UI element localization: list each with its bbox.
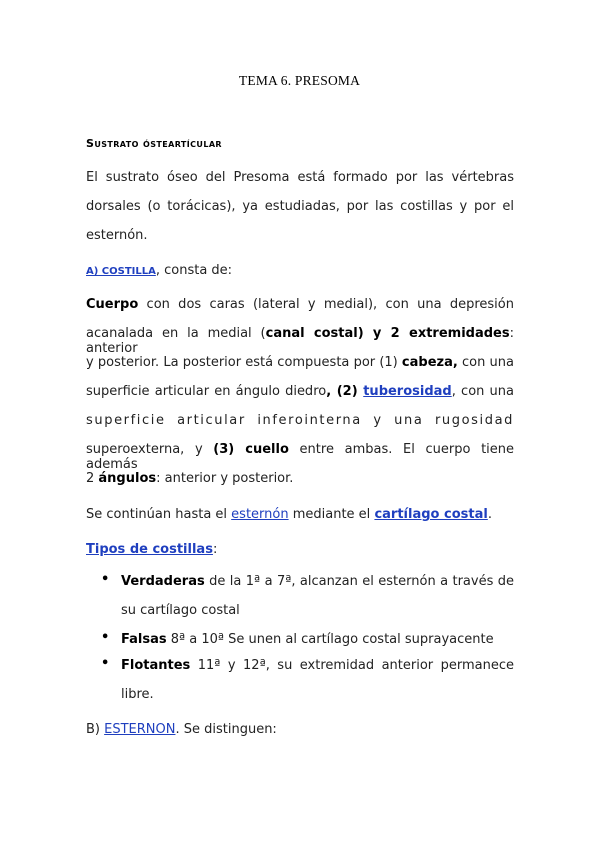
- falsas-term: Falsas: [121, 632, 167, 647]
- costilla-after: , consta de:: [155, 263, 233, 278]
- verdaderas-term: Verdaderas: [121, 574, 205, 589]
- canal-costal-term: canal costal) y 2 extremidades: [265, 326, 510, 341]
- bullet-1-text: de la 1ª a 7ª, alcanzan el esternón a través de: [204, 574, 514, 589]
- esternon-section-link[interactable]: ESTERNON: [104, 722, 176, 737]
- costilla-line: [86, 263, 232, 278]
- esternon-b: . Se distinguen:: [175, 722, 277, 737]
- cuerpo-line-3-a: y posterior. La posterior está compuesta por (1): [86, 355, 402, 370]
- bullet-2-text: 8ª a 10ª Se unen al cartílago costal suprayacente: [166, 632, 494, 647]
- continuan-a: Se continúan hasta el: [86, 507, 232, 522]
- cuerpo-line-7-b: : anterior y posterior.: [156, 471, 294, 486]
- bullet-dot: •: [101, 572, 110, 587]
- tipos-link[interactable]: Tipos de costillas: [86, 542, 213, 557]
- bullet-3-line-2: libre.: [121, 687, 154, 702]
- angulos-term: ángulos: [98, 471, 157, 486]
- intro-line-3: esternón.: [86, 228, 148, 243]
- cuerpo-line-2-a: acanalada en la medial (: [86, 326, 266, 341]
- tipos-line: [86, 542, 217, 557]
- esternon-a: B): [86, 722, 105, 737]
- continuan-c: .: [487, 507, 492, 522]
- cuello-term: (3) cuello: [213, 442, 289, 457]
- intro-line-2: dorsales (o torácicas), ya estudiadas, por las costillas y por el: [86, 199, 514, 214]
- cuerpo-line-5: superficie articular inferointerna y una rugosidad: [86, 413, 514, 428]
- continuan-b: mediante el: [288, 507, 375, 522]
- cuerpo-line-2: [86, 326, 514, 356]
- cuerpo-line-7-a: 2: [86, 471, 99, 486]
- cuerpo-line-2-b: : anterior: [86, 326, 514, 356]
- cuerpo-line-6-b: entre ambas. El cuerpo tiene además: [86, 442, 515, 472]
- bullet-1-line-1: [121, 574, 514, 589]
- cartilago-costal-link[interactable]: cartílago costal: [374, 507, 488, 522]
- cuerpo-line-6: [86, 442, 514, 472]
- intro-line-1: El sustrato óseo del Presoma está formado por las vértebras: [86, 170, 514, 185]
- cuerpo-line-6-a: superoexterna, y: [86, 442, 214, 457]
- cuerpo-line-1: [86, 297, 514, 312]
- esternon-link[interactable]: esternón: [231, 507, 289, 522]
- bullet-3-line-1: [121, 658, 514, 673]
- bullet-dot: •: [101, 656, 110, 671]
- cuerpo-line-4-a: superficie articular en ángulo diedro: [86, 384, 327, 399]
- bullet-3-text: 11ª y 12ª, su extremidad anterior permanece: [190, 658, 514, 673]
- flotantes-term: Flotantes: [121, 658, 191, 673]
- tipos-after: :: [212, 542, 218, 557]
- tuberosidad-link[interactable]: tuberosidad: [363, 384, 452, 399]
- cuerpo-line-4-b: , con una: [451, 384, 514, 399]
- cuerpo-line-1-text: con dos caras (lateral y medial), con una depresión: [138, 297, 514, 312]
- costilla-link[interactable]: A) COSTILLA: [86, 266, 156, 277]
- bullet-2-line-1: [121, 632, 514, 647]
- cabeza-term: cabeza,: [401, 355, 458, 370]
- section-heading: Sustrato ósteartícular: [86, 137, 222, 150]
- continuan-line: [86, 507, 492, 522]
- cuerpo-term: Cuerpo: [86, 297, 139, 312]
- cuerpo-line-7: [86, 471, 293, 486]
- cuerpo-line-4-bold: , (2): [326, 384, 364, 399]
- cuerpo-line-3-b: con una: [457, 355, 514, 370]
- bullet-1-line-2: su cartílago costal: [121, 603, 240, 618]
- esternon-line: [86, 722, 277, 737]
- cuerpo-line-4: [86, 384, 514, 399]
- cuerpo-line-3: [86, 355, 514, 370]
- bullet-dot: •: [101, 630, 110, 645]
- page-title: TEMA 6. PRESOMA: [238, 73, 361, 88]
